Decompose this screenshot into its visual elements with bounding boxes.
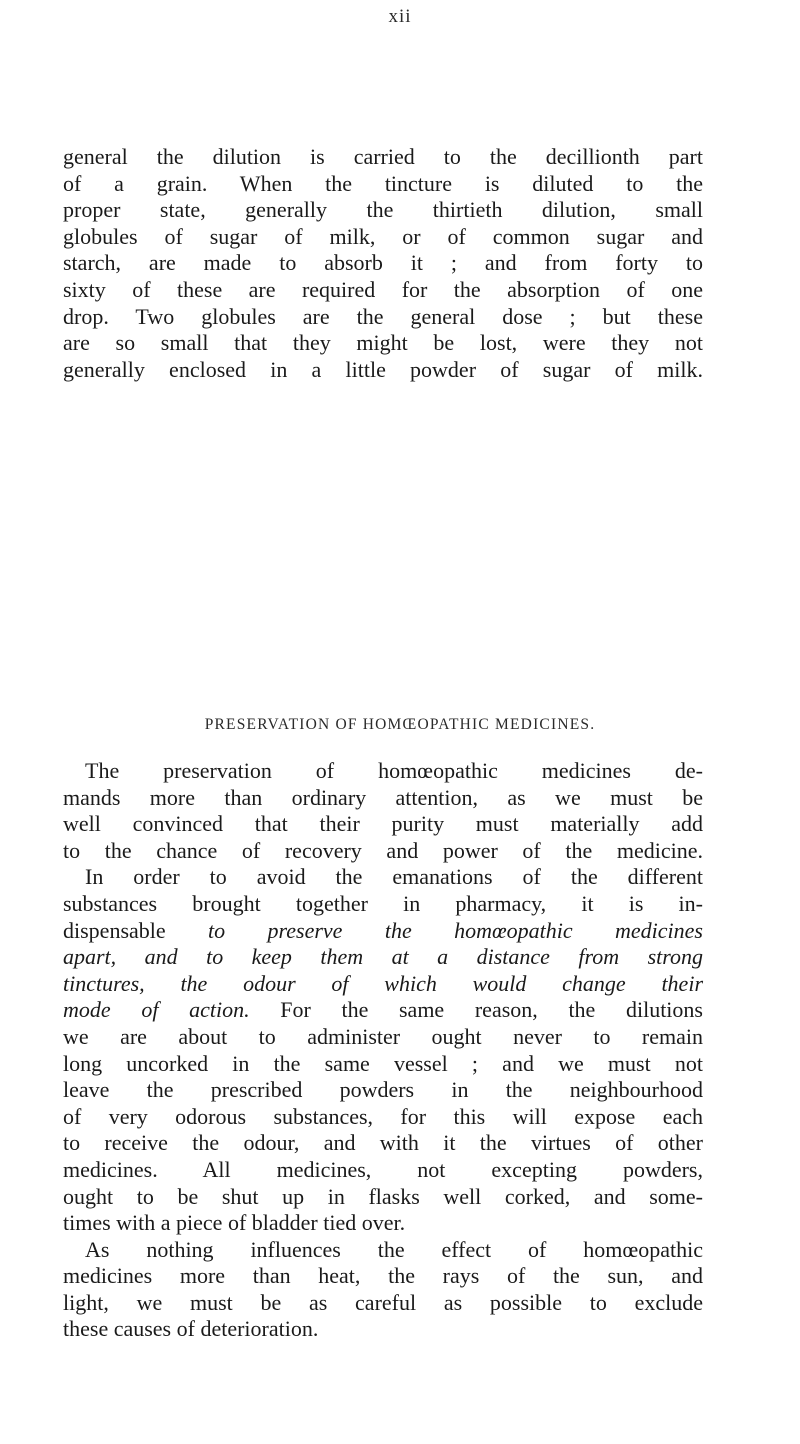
text-line: of a grain. When the tincture is diluted to the [63, 170, 703, 196]
text-line: globules of sugar of milk, or of common sugar and [63, 223, 703, 249]
text-line: drop. Two globules are the general dose ; but these [63, 303, 703, 329]
text-line: these causes of deterioration. [63, 1316, 319, 1342]
page-number: xii [388, 6, 412, 27]
section-heading: PRESERVATION OF HOMŒOPATHIC MEDICINES. [204, 716, 596, 733]
text-line: As nothing influences the effect of homœopathic [85, 1236, 703, 1262]
text-line: we are about to administer ought never to remain [63, 1023, 703, 1049]
text-line: of very odorous substances, for this will expose each [63, 1103, 703, 1129]
text-line: medicines more than heat, the rays of the sun, and [63, 1263, 703, 1289]
italic-text: mode of action. [63, 997, 250, 1023]
italic-text: tinctures, the odour of which would change their [63, 970, 703, 996]
plain-text: dispensable [63, 917, 209, 943]
text-line: to receive the odour, and with it the virtues of other [63, 1130, 703, 1156]
text-line: generally enclosed in a little powder of sugar of milk. [63, 356, 703, 382]
text-line: leave the prescribed powders in the neighbourhood [63, 1077, 703, 1103]
text-line: general the dilution is carried to the decillionth part [63, 144, 703, 169]
text-line: long uncorked in the same vessel ; and we must not [63, 1050, 703, 1076]
text-line: proper state, generally the thirtieth dilution, small [63, 197, 703, 223]
text-line: substances brought together in pharmacy, it is in- [63, 890, 703, 916]
italic-text: apart, and to keep them at a distance from strong [63, 944, 703, 970]
text-line: mands more than ordinary attention, as we must be [63, 784, 703, 810]
text-line: well convinced that their purity must materially add [63, 811, 703, 837]
text-line: ought to be shut up in flasks well corked, and some- [63, 1183, 703, 1209]
text-line: sixty of these are required for the absorption of one [63, 276, 703, 302]
text-line: The preservation of homœopathic medicines de- [85, 758, 703, 783]
paragraph-preservation [63, 758, 703, 1343]
text-line [63, 918, 703, 945]
text-line: to the chance of recovery and power of the medicine. [63, 837, 703, 863]
text-line: starch, are made to absorb it ; and from forty to [63, 250, 703, 276]
text-line: are so small that they might be lost, were they not [63, 330, 703, 356]
text-line [63, 944, 703, 971]
plain-text: For the same reason, the dilutions [249, 997, 703, 1023]
italic-text: to preserve the homœopathic medicines [208, 917, 703, 943]
text-line [63, 971, 703, 998]
text-line: medicines. All medicines, not excepting powders, [63, 1156, 703, 1182]
text-line: times with a piece of bladder tied over. [63, 1210, 406, 1236]
paragraph-dilution [63, 144, 703, 383]
text-line: In order to avoid the emanations of the different [85, 864, 703, 890]
text-line: light, we must be as careful as possible to exclude [63, 1289, 703, 1315]
text-line [63, 997, 703, 1024]
